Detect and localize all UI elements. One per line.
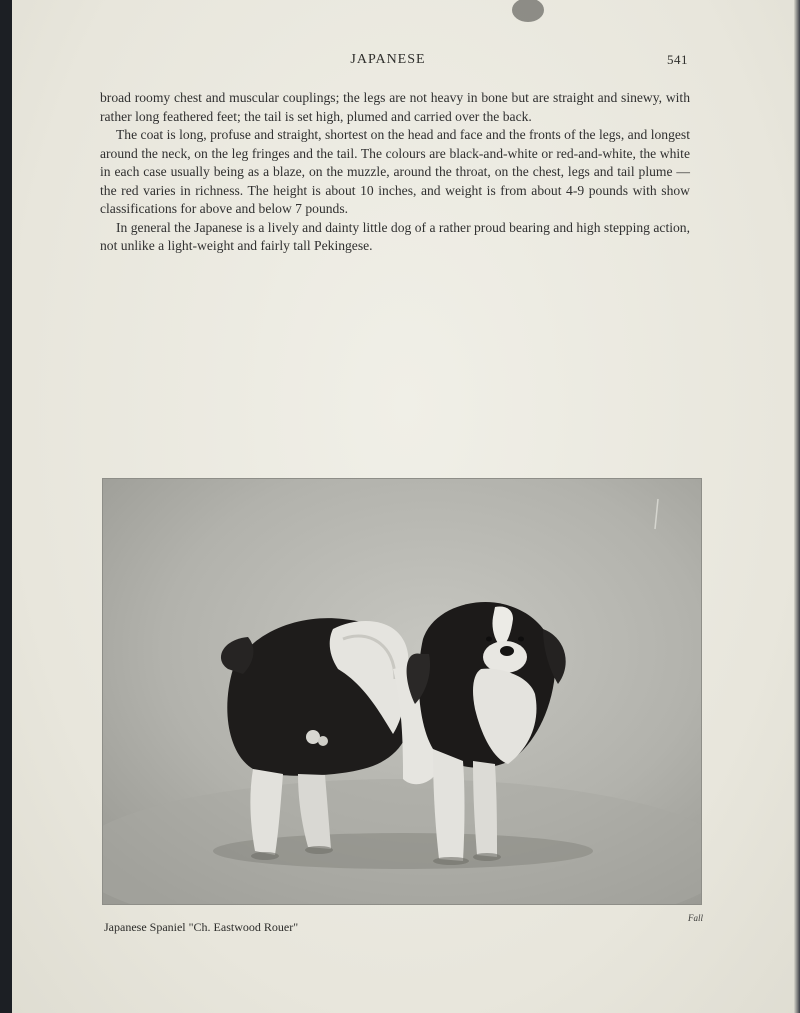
figure-caption: Japanese Spaniel "Ch. Eastwood Rouer" (104, 920, 299, 934)
paragraph-3: In general the Japanese is a lively and dainty little dog of a rather proud bearing and high stepping action, not unlike a light-weight and fairly tall Pekingese. (100, 219, 690, 253)
photo-credit: Fall (688, 913, 703, 923)
page-edge (794, 0, 800, 1013)
body-text (100, 89, 690, 256)
dog-photograph (103, 479, 701, 904)
paragraph-2: The coat is long, profuse and straight, shortest on the head and face and the fronts of the legs, and longest around the neck, on the leg fringes and the tail. The colours are black-and-white or red-and-white, the white in each case usually being as a blaze, on the muzzle, around the throat, on the chest, legs and tail plume —the red varies in richness. The height is about 10 inches, and weight is from about 4-9 pounds with show classifications for above and below 7 pounds. (100, 127, 690, 216)
page-number: 541 (667, 52, 688, 67)
punch-hole (512, 0, 544, 22)
paragraph-1: broad roomy chest and muscular couplings; the legs are not heavy in bone but are straight and sinewy, with rather long feathered feet; the tail is set high, plumed and carried over the back. (100, 90, 690, 124)
running-title: JAPANESE (350, 52, 426, 67)
japanese-spaniel-illustration (103, 479, 701, 904)
running-header (88, 52, 688, 70)
